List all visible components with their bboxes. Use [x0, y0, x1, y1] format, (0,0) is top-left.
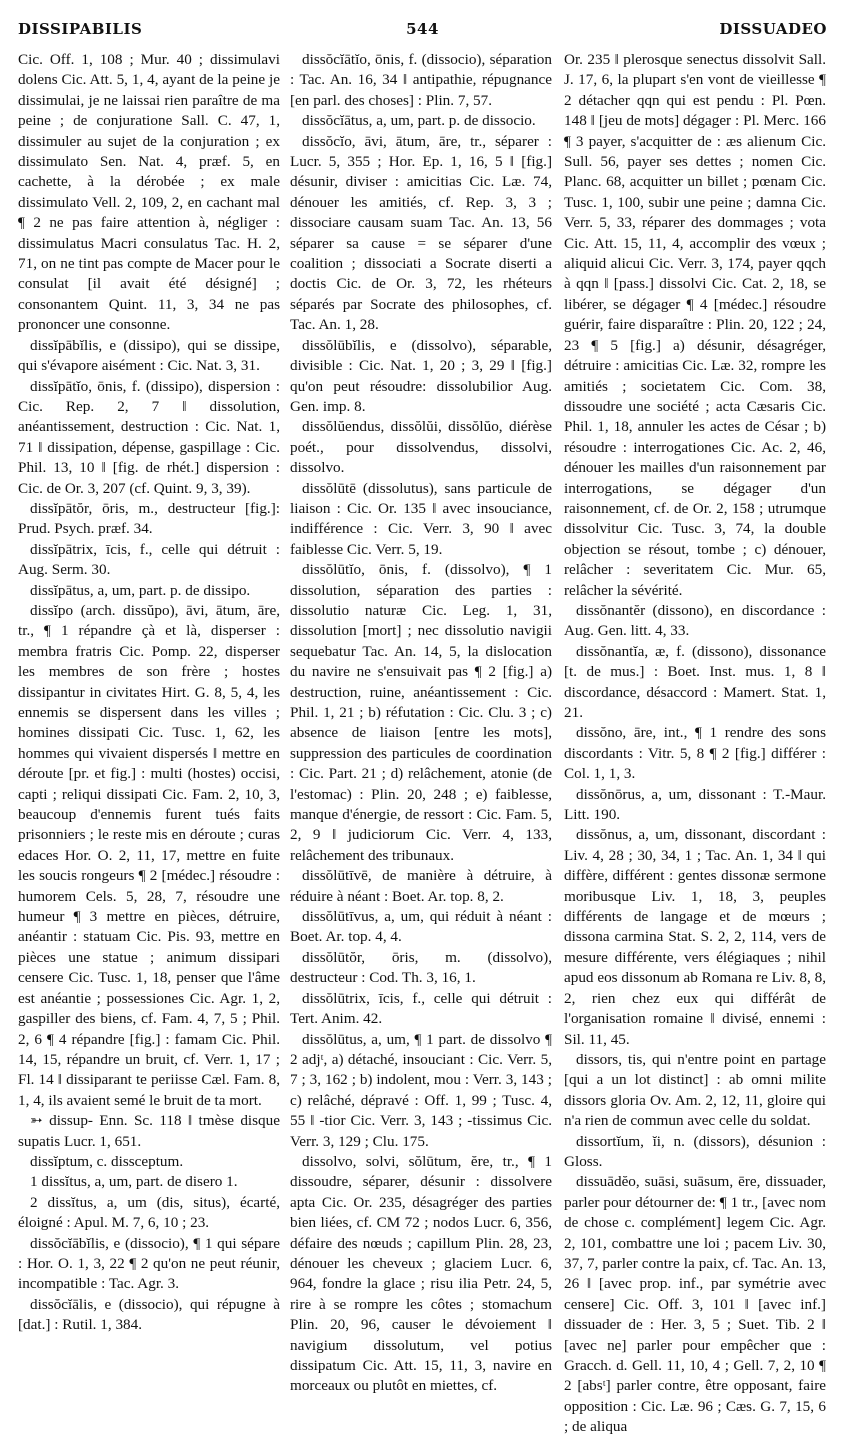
dictionary-entry: dissĭpābĭlis, e (dissipo), qui se dissipe, qui s'évapore aisément : Cic. Nat. 3, 31.: [18, 336, 280, 375]
dictionary-entry: dissortĭum, ĭi, n. (dissors), désunion : Gloss.: [564, 1132, 826, 1170]
dictionary-entry: dissŏnōrus, a, um, dissonant : T.-Maur. Litt. 190.: [564, 785, 826, 824]
dictionary-entry: Or. 235 ‖ plerosque senectus dissolvit Sall. J. 17, 6, la plupart s'en vont de vieillesse ¶ 2 détacher qqn qui est pendu : Pl. Pœn. 148 ‖ [jeu de mots] dégager : Pl. Merc. 166 ¶ 3 payer, s'acquitter de : æs alienum Cic. Sull. 56, payer ses dettes ; nomen Cic. Planc. 68, acquitter un billet ; pœnam Cic. Tusc. 1, 100, subir une peine ; damna Cic. Verr. 5, 33, réparer des dommages ; vota Cic. Att. 15, 11, 4, accomplir des vœux ; aliquid alicui Cic. Verr. 3, 174, payer qqch à qqn ‖ [pass.] dissolvi Cic. Cat. 2, 18, se libérer, se dégager ¶ 4 [médec.] résoudre guérir, faire disparaître : Plin. 20, 122 ; 24, 23 ¶ 5 [fig.] a) désunir, désagréger, détruire : amicitias Cic. Læ. 32, rompre les amitiés ; societatem Cic. Com. 38, dissoudre une société ; acta Cæsaris Cic. Phil. 1, 18, annuler les actes de César ; b) résoudre : interrogationes Cic. Ac. 2, 46, dénouer les mailles d'un raisonnement par interrogations, se dégager d'un raisonnement, cf. de Or. 2, 158 ; utrumque dissolvitur Cic. Tusc. 3, 74, la double objection se résout, tombe ; c) dénouer, relâcher : severitatem Cic. Mur. 65, relâcher la sévérité.: [564, 51, 826, 599]
dictionary-entry: dissolvo, solvi, sŏlūtum, ĕre, tr., ¶ 1 dissoudre, séparer, désunir : dissolvere apta Cic. Or. 235, désagréger des parties bien liées, cf. CM 72 ; nodos Lucr. 6, 356, défaire des nœuds ; capillum Plin. 28, 23, dénouer les cheveux ; glaciem Lucr. 6, 964, fondre la glace ; risu ilia Petr. 24, 5, rire à se rompre les côtes ; stomachum Plin. 20, 96, causer le dévoiement ‖ navigium dissolutum, vel potius dissipatum Cic. Att. 15, 11, 3, navire en morceaux ou plutôt en miettes, cf.: [290, 1152, 552, 1395]
dictionary-entry: dissŏlūtīvē, de manière à détruire, à réduire à néant : Boet. Ar. top. 8, 2.: [290, 867, 552, 905]
dictionary-entry: dissĭpātrix, īcis, f., celle qui détruit : Aug. Serm. 30.: [18, 540, 280, 579]
dictionary-entry: Cic. Off. 1, 108 ; Mur. 40 ; dissimulavi dolens Cic. Att. 5, 1, 4, ayant de la peine je dissimulai, je ne laissai rien paraître de ma peine ; de conjuratione Sall. C. 47, 1, dissimuler au sujet de la conjuration ; ex dissimulato Sen. Nat. 4, præf. 5, en cachette, à la dérobée ; ex male dissimulato Vell. 2, 109, 2, en cachant mal ¶ 2 ne pas faire attention à, négliger : dissimulatus Macri consulatus Tac. H. 2, 71, on ne tint pas compte de Macer pour le consulat [il avait été désigné] ; consonantem Quint. 11, 3, 34 ne pas prononcer une consonne.: [18, 51, 280, 334]
running-header: [18, 20, 827, 46]
dictionary-entry: dissŏlūtīvus, a, um, qui réduit à néant : Boet. Ar. top. 4, 4.: [290, 908, 552, 946]
dictionary-entry: dissŏlūbĭlis, e (dissolvo), séparable, divisible : Cic. Nat. 1, 20 ; 3, 29 ‖ [fig.] qu'on peut résoudre: dissolubilior Aug. Gen. imp. 8.: [290, 336, 552, 415]
column-1: [18, 50, 280, 1350]
dictionary-entry: dissŏcĭālis, e (dissocio), qui répugne à [dat.] : Rutil. 1, 384.: [18, 1295, 280, 1334]
dictionary-entry: dissŏlūtus, a, um, ¶ 1 part. de dissolvo ¶ 2 adjᵗ, a) détaché, insouciant : Cic. Verr. 5, 7 ; 3, 162 ; b) indolent, mou : Verr. 3, 143 ; c) relâché, dépravé : Off. 1, 99 ; Tusc. 4, 55 ‖ -tior Cic. Verr. 3, 143 ; -tissimus Cic. Verr. 3, 129 ; Clu. 175.: [290, 1030, 552, 1150]
dictionary-entry: dissĭpātus, a, um, part. p. de dissipo.: [30, 581, 251, 599]
dictionary-entry: dissŏcĭābĭlis, e (dissocio), ¶ 1 qui sépare : Hor. O. 1, 3, 22 ¶ 2 qu'on ne peut réunir, incompatible : Tac. Agr. 3.: [18, 1234, 280, 1293]
dictionary-entry: dissŏnus, a, um, dissonant, discordant : Liv. 4, 28 ; 30, 34, 1 ; Tac. An. 1, 34 ‖ qui diffère, différent : gentes dissonæ sermone moribusque Liv. 1, 18, 3, peuples différents de langage et de mœurs ; dissona carmina Stat. S. 2, 2, 114, vers de mesure différente, vers élégiaques ; nihil apud eos dissonum ab Romana re Liv. 8, 8, 2, rien chez eux qui différât de l'organisation romaine ‖ divisé, ennemi : Sil. 11, 45.: [564, 826, 826, 1048]
column-2: [290, 50, 552, 1395]
page-number: 544: [406, 20, 439, 38]
dictionary-entry: dissŏno, āre, int., ¶ 1 rendre des sons discordants : Vitr. 5, 8 ¶ 2 [fig.] différer : Col. 1, 1, 3.: [564, 724, 826, 783]
dictionary-entry: dissŏlūtĭo, ōnis, f. (dissolvo), ¶ 1 dissolution, séparation des parties : dissolutio naturæ Cic. Leg. 1, 31, dissolution [mort] ; nec dissolutio navigii sequebatur Tac. An. 14, 5, la dislocation du navire ne s'ensuivait pas ¶ 2 [fig.] a) destruction, ruine, anéantissement : Cic. Phil. 1, 21 ; b) réfutation : Cic. Clu. 3 ; c) absence de liaison [entre les mots], suppression des particules de coordination : Cic. Part. 21 ; d) relâchement, atonie (de l'estomac) : Plin. 20, 248 ; e) faiblesse, manque d'énergie, de ressort : Cic. Fam. 5, 2, 9 ‖ judiciorum Cic. Verr. 4, 133, relâchement des tribunaux.: [290, 561, 552, 864]
dictionary-entry: dissŏlūtē (dissolutus), sans particule de liaison : Cic. Or. 135 ‖ avec insouciance, indifférence : Cic. Verr. 3, 90 ‖ avec faiblesse Cic. Verr. 5, 19.: [290, 479, 552, 558]
dictionary-entry: 2 dissĭtus, a, um (dis, situs), écarté, éloigné : Apul. M. 7, 6, 10 ; 23.: [18, 1193, 280, 1232]
header-last-word: DISSUADEO: [719, 20, 827, 38]
dictionary-entry: dissŏnantĭa, æ, f. (dissono), dissonance [t. de mus.] : Boet. Inst. mus. 1, 8 ‖ discordance, désaccord : Mamert. Stat. 1, 21.: [564, 642, 826, 721]
dictionary-entry: dissĭptum, c. dissceptum.: [30, 1152, 184, 1170]
dictionary-entry: dissŏlūtrix, īcis, f., celle qui détruit : Tert. Anim. 42.: [290, 989, 552, 1028]
dictionary-entry: dissŏnantĕr (dissono), en discordance : Aug. Gen. litt. 4, 33.: [564, 601, 826, 640]
dictionary-entry: dissĭpātŏr, ōris, m., destructeur [fig.]: Prud. Psych. præf. 34.: [18, 499, 280, 538]
dictionary-entry: dissŏlūtŏr, ōris, m. (dissolvo), destructeur : Cod. Th. 3, 16, 1.: [290, 948, 552, 987]
dictionary-entry: 1 dissĭtus, a, um, part. de disero 1.: [30, 1173, 238, 1191]
dictionary-entry: dissĭpātĭo, ōnis, f. (dissipo), dispersion : Cic. Rep. 2, 7 ‖ dissolution, anéantissement, destruction : Cic. Nat. 1, 71 ‖ dissipation, dépense, gaspillage : Cic. Phil. 13, 10 ‖ [fig. de rhét.] dispersion : Cic. de Or. 3, 207 (cf. Quint. 9, 3, 39).: [18, 377, 280, 497]
dictionary-entry: dissors, tis, qui n'entre point en partage [qui a un lot distinct] : ab omni milite dissors gloria Ov. Am. 2, 12, 11, gloire qui n'a rien de commun avec celle du soldat.: [564, 1050, 826, 1130]
dictionary-entry: dissŏlŭendus, dissŏlŭi, dissŏlŭo, diérèse poét., pour dissolvendus, dissolvi, dissolvo.: [290, 418, 552, 477]
dictionary-entry: dissŏcĭātĭo, ōnis, f. (dissocio), séparation : Tac. An. 16, 34 ‖ antipathie, répugnance [en parl. des choses] : Plin. 7, 57.: [290, 51, 552, 109]
dictionary-entry: dissuādĕo, suāsi, suāsum, ēre, dissuader, parler pour détourner de: ¶ 1 tr., [avec nom de chose c. complément] legem Cic. Agr. 2, 101, combattre une loi ; pacem Liv. 30, 37, 7, parler contre la paix, cf. Tac. An. 13, 26 ‖ [avec prop. inf., par symétrie avec censere] Cic. Off. 3, 101 ‖ [avec inf.] dissuader de : Her. 3, 5 ; Suet. Tib. 2 ‖ [avec ne] parler pour empêcher que : Gracch. d. Gell. 11, 10, 4 ; Gell. 7, 2, 10 ¶ 2 [absᵗ] parler contre, être opposant, faire opposition : Cic. Læ. 96 ; Cæs. G. 7, 15, 6 ; de aliqua: [564, 1173, 826, 1436]
dictionary-entry: dissŏcĭātus, a, um, part. p. de dissocio.: [302, 112, 536, 130]
dictionary-entry: dissĭpo (arch. dissŭpo), āvi, ātum, āre, tr., ¶ 1 répandre çà et là, disperser : membra fratris Cic. Pomp. 22, disperser les membres de son frère ; hostes dissipantur in civitates Hirt. G. 8, 5, 4, les ennemis se dispersent dans les villes ; homines dissipati Cic. Tusc. 1, 62, les hommes qui vivaient dispersés ‖ mettre en déroute [pr. et fig.] : multi (hostes) occisi, capti ; reliqui dissipati Cic. Fam. 2, 10, 3, beaucoup d'ennemis furent tués faits prisonniers ; le reste mis en déroute ; curas edaces Hor. O. 2, 11, 17, mettre en fuite les soucis rongeurs ¶ 2 [médec.] résoudre : humorem Cels. 5, 28, 7, résoudre une humeur ¶ 3 mettre en pièces, détruire, anéantir : statuam Cic. Pis. 93, mettre en pièces une statue ; animum dissipari censere Cic. Tusc. 1, 18, penser que l'âme est anéantie ; possessiones Cic. Agr. 1, 2, gaspiller des biens, cf. Fam. 4, 7, 5 ; Phil. 2, 6 ¶ 4 répandre [fig.] : famam Cic. Phil. 14, 15, répandre un bruit, cf. Verr. 1, 17 ; Fl. 14 ‖ dissiparant te periisse Cæl. Fam. 8, 1, 4, ils avaient semé le bruit de ta mort.: [18, 601, 280, 1109]
header-first-word: DISSIPABILIS: [18, 20, 143, 38]
dictionary-entry: dissŏcĭo, āvi, ātum, āre, tr., séparer : Lucr. 5, 355 ; Hor. Ep. 1, 16, 5 ‖ [fig.] désunir, diviser : amicitias Cic. Læ. 74, dénouer les amitiés, cf. Rep. 3, 3 ; dissociare causam suam Tac. An. 13, 56 séparer sa cause = se séparer d'une coalition ; dissociati a Socrate diserti a doctis Cic. de Or. 3, 72, les rhéteurs séparés par Socrate des philosophes, cf. Tac. An. 1, 28.: [290, 132, 552, 334]
column-3: [564, 50, 826, 1436]
dictionary-entry: ➳ dissup- Enn. Sc. 118 ‖ tmèse disque supatis Lucr. 1, 651.: [18, 1112, 280, 1150]
dictionary-columns: [18, 50, 828, 1436]
